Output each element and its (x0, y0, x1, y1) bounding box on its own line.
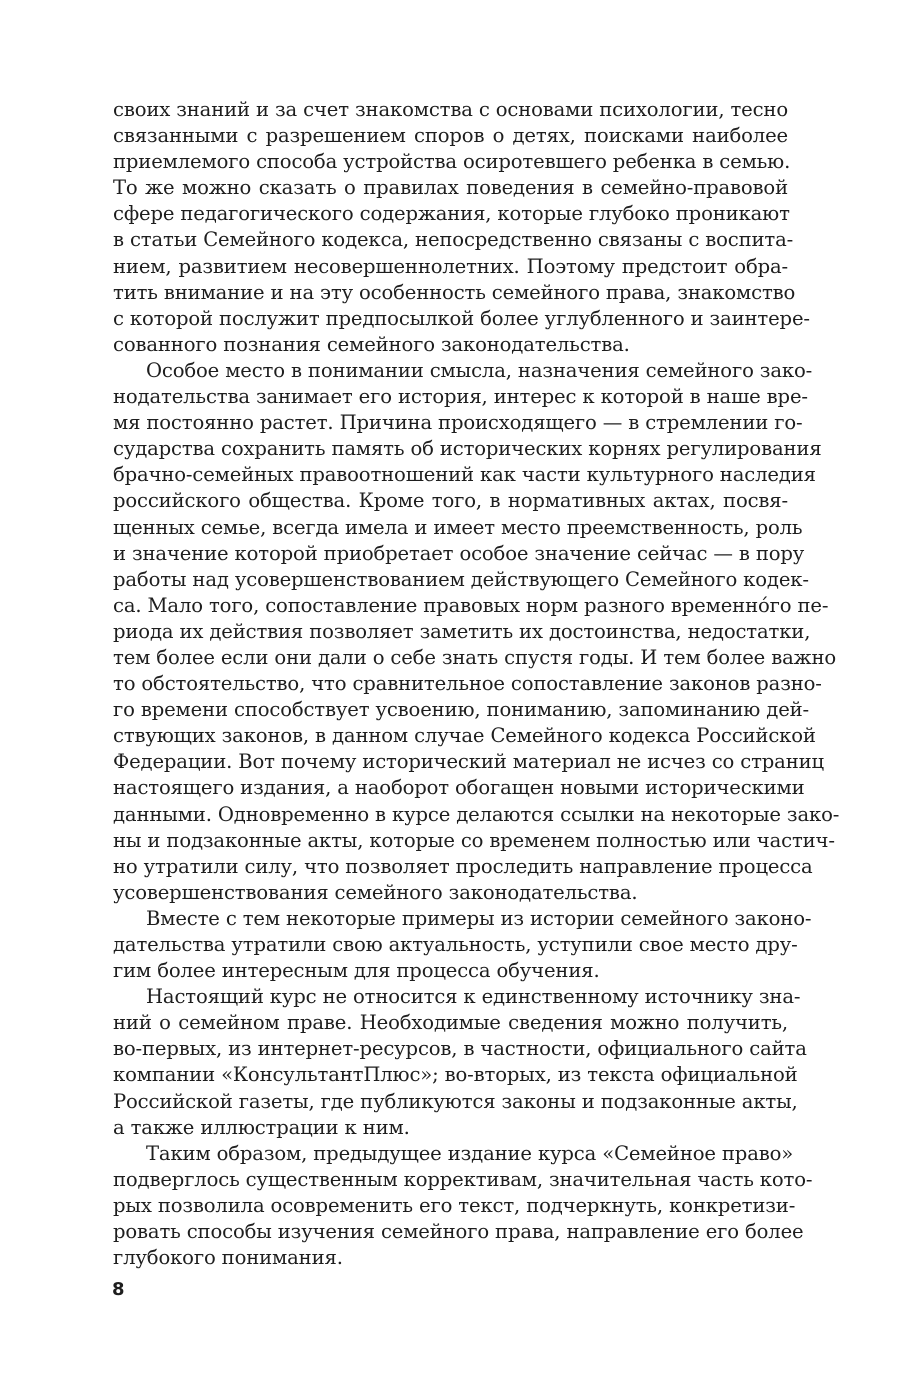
text-line: в статьи Семейного кодекса, непосредственно связаны с воспита- (113, 228, 794, 252)
text-line: работы над усовершенствованием действующего Семейного кодек- (113, 567, 809, 591)
text-line: сударства сохранить память об исторических корнях регулирования (113, 437, 822, 461)
text-line: данными. Одновременно в курсе делаются ссылки на некоторые зако- (113, 802, 840, 826)
text-line: подверглось существенным коррективам, значительная часть кото- (113, 1167, 813, 1191)
text-line: и значение которой приобретает особое значение сейчас — в пору (113, 541, 805, 565)
text-line: ний о семейном праве. Необходимые сведения можно получить, (113, 1011, 788, 1035)
text-line: брачно-семейных правоотношений как части культурного наследия (113, 463, 816, 487)
text-line: но утратили силу, что позволяет проследить направление процесса (113, 854, 813, 878)
text-line: а также иллюстрации к ним. (113, 1115, 410, 1139)
text-line: компании «КонсультантПлюс»; во-вторых, из текста официальной (113, 1063, 798, 1087)
text-line: Настоящий курс не относится к единственному источнику зна- (146, 985, 801, 1009)
text-line: мя постоянно растет. Причина происходящего — в стремлении го- (113, 411, 803, 435)
text-line: ровать способы изучения семейного права, направление его более (113, 1220, 804, 1244)
text-line: российского общества. Кроме того, в нормативных актах, посвя- (113, 489, 788, 513)
text-line: связанными с разрешением споров о детях, поисками наиболее (113, 124, 788, 148)
text-line: сфере педагогического содержания, которые глубоко проникают (113, 202, 790, 226)
text-line: Таким образом, предыдущее издание курса «Семейное право» (146, 1141, 794, 1165)
text-line: го времени способствует усвоению, пониманию, запоминанию дей- (113, 698, 810, 722)
text-line: щенных семье, всегда имела и имеет место преемственность, роль (113, 515, 803, 539)
text-line: своих знаний и за счет знакомства с основами психологии, тесно (113, 98, 788, 121)
text-line: ствующих законов, в данном случае Семейного кодекса Российской (113, 724, 816, 748)
text-line: нодательства занимает его история, интерес к которой в наше вре- (113, 385, 808, 409)
text-line: тить внимание и на эту особенность семейного права, знакомство (113, 280, 796, 304)
text-line: гим более интересным для процесса обучения. (113, 959, 600, 983)
body-text (113, 97, 840, 1271)
text-line: дательства утратили свою актуальность, уступили свое место дру- (113, 933, 798, 956)
text-line: усовершенствования семейного законодательства. (113, 880, 638, 904)
text-line: настоящего издания, а наоборот обогащен новыми историческими (113, 776, 805, 800)
page-number: 8 (112, 1279, 125, 1300)
text-line: во-первых, из интернет-ресурсов, в частности, официального сайта (113, 1037, 807, 1061)
text-line: ны и подзаконные акты, которые со временем полностью или частич- (113, 828, 835, 852)
text-line: Федерации. Вот почему исторический материал не исчез со страниц (113, 750, 824, 774)
text-line: то обстоятельство, что сравнительное сопоставление законов разно- (113, 672, 822, 696)
text-line: То же можно сказать о правилах поведения в семейно-правовой (113, 176, 788, 200)
text-line: тем более если они дали о себе знать спустя годы. И тем более важно (113, 645, 837, 669)
text-line: са. Мало того, сопоставление правовых норм разного временно́го пе- (113, 593, 829, 617)
text-line: приемлемого способа устройства осиротевшего ребенка в семью. (113, 150, 791, 174)
text-line: с которой послужит предпосылкой более углубленного и заинтере- (113, 306, 810, 330)
text-line: нием, развитием несовершеннолетних. Поэтому предстоит обра- (113, 254, 788, 278)
text-line: риода их действия позволяет заметить их достоинства, недостатки, (113, 619, 811, 643)
text-line: Особое место в понимании смысла, назначения семейного зако- (146, 358, 813, 382)
text-line: Вместе с тем некоторые примеры из истории семейного законо- (146, 906, 812, 930)
text-line: сованного познания семейного законодательства. (113, 332, 630, 356)
text-line: глубокого понимания. (113, 1246, 343, 1270)
text-line: рых позволила осовременить его текст, подчеркнуть, конкретизи- (113, 1193, 796, 1217)
text-line: Российской газеты, где публикуются законы и подзаконные акты, (113, 1089, 798, 1113)
